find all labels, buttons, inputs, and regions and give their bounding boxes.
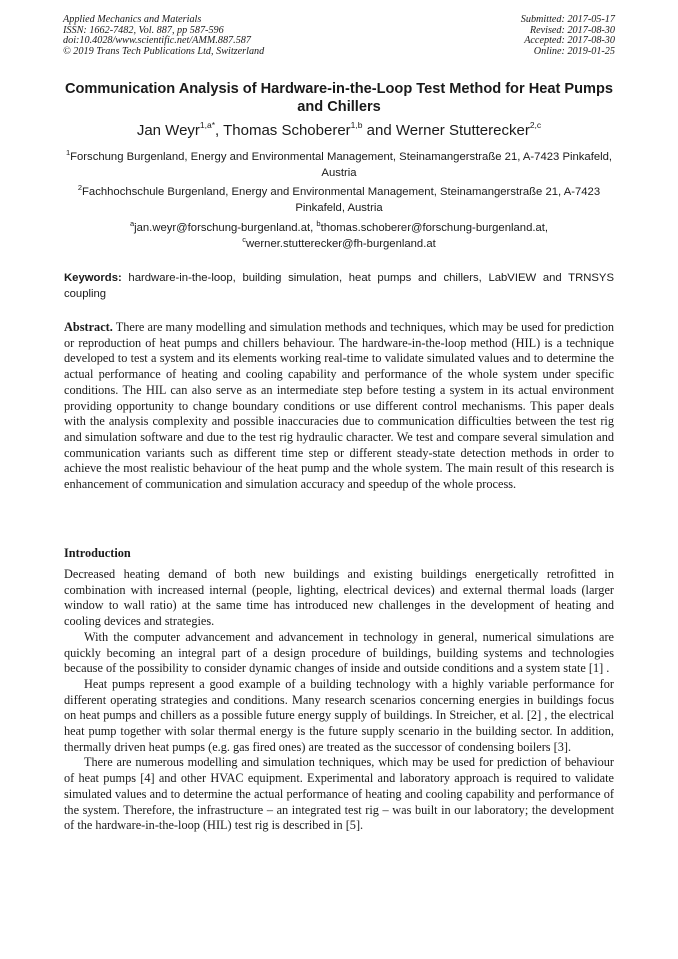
- accepted-date: Accepted: 2017-08-30: [524, 35, 615, 47]
- author-name: Werner Stutterecker: [395, 122, 530, 139]
- author-separator: ,: [215, 122, 224, 139]
- intro-paragraph-1: Decreased heating demand of both new buildings and existing buildings energetically retrofitted in combination with increased internal (people, lighting, electrical devices) and external thermal loads (larger window to wall ratio) at the same time has introduced new challenges in the development of heating and cooling devices and strategies.: [64, 567, 614, 629]
- submission-dates: [521, 15, 615, 57]
- journal-info: [63, 15, 264, 57]
- author-name: Jan Weyr: [136, 122, 200, 139]
- email-address[interactable]: jan.weyr@forschung-burgenland.at,: [134, 222, 317, 234]
- journal-name: Applied Mechanics and Materials: [63, 14, 202, 25]
- email-marker: c: [242, 235, 246, 244]
- author-list: [40, 121, 638, 141]
- affiliation-text: Fachhochschule Burgenland, Energy and Environmental Management, Steinamangerstraße 21, A-7423 Pinkafeld, Austria: [82, 186, 601, 214]
- email-address[interactable]: werner.stutterecker@fh-burgenland.at: [245, 238, 436, 250]
- author-name: Thomas Schoberer: [223, 122, 351, 139]
- online-date: Online: 2019-01-25: [533, 45, 615, 57]
- revised-date: Revised: 2017-08-30: [529, 24, 615, 36]
- submitted-date: Submitted: 2017-05-17: [520, 14, 615, 25]
- affiliation-marker: 2: [77, 183, 83, 192]
- author-emails: [60, 220, 618, 252]
- author-affiliation-marker: 1,b: [350, 120, 363, 130]
- copyright-line: © 2019 Trans Tech Publications Ltd, Switzerland: [63, 45, 265, 57]
- intro-paragraph-2: With the computer advancement and advancement in technology in general, numerical simulations are quickly becoming an integral part of a design procedure of buildings, building systems and technologies because of the possibility to consider dynamic changes of inside and outside conditions and a system state [1] .: [64, 629, 614, 676]
- email-marker: a: [129, 219, 135, 228]
- intro-paragraph-3: Heat pumps represent a good example of a building technology with a highly variable performance for different operating strategies and conditions. Many research scenarios concerning energies in buildings focus on heat pumps and chillers as a possible future energy supply of buildings. In Streicher, et al. [2] , the electrical heat pump together with solar thermal energy is the future supply scenario in the building sector. In addition, thermally driven heat pumps (e.g. gas fired ones) are treated as the successor of condensing boilers [3].: [64, 676, 614, 754]
- author-separator: and: [362, 122, 396, 139]
- affiliation-2: [60, 184, 618, 216]
- keywords-label: Keywords:: [64, 272, 122, 284]
- affiliation-text: Forschung Burgenland, Energy and Environmental Management, Steinamangerstraße 21, A-7423 Pinkafeld, Austria: [70, 151, 613, 179]
- email-marker: b: [316, 219, 321, 228]
- author-affiliation-marker: 1,a*: [199, 120, 216, 130]
- author-affiliation-marker: 2,c: [529, 120, 542, 130]
- keywords: [64, 270, 614, 302]
- abstract-text: There are many modelling and simulation methods and techniques, which may be used for prediction or reproduction of heat pumps and chillers behaviour. The hardware-in-the-loop method (HIL) is a technique developed to test a system and its elements working real-time to validate simulated values and to determine the actual performance of heating and cooling capability and performance of the whole system under specific conditions. The HIL can also serve as an intermediate step before testing a system in its actual environment providing opportunity to change boundary conditions or use different control mechanisms. This paper deals with the analysis complexity and possible inaccuracies due to communication difficulties between the test rig and simulation software and due to the test rig hydraulic character. We test and compare several simulation and communication variants such as different time step or different steady-state detection methods in order to achieve the most realistic behaviour of the heat pump and the whole system. The main result of this research is enhancement of communication and simulation accuracy and speedup of the whole process.: [64, 320, 614, 492]
- section-heading-introduction: Introduction: [64, 546, 131, 560]
- affiliation-marker: 1: [65, 148, 71, 157]
- keywords-text: hardware-in-the-loop, building simulation, heat pumps and chillers, LabVIEW and TRNSYS coupling: [64, 272, 614, 300]
- affiliation-1: [60, 149, 618, 181]
- journal-header: [63, 15, 615, 57]
- abstract: [64, 320, 614, 493]
- introduction-body: [64, 567, 614, 834]
- issn-line: ISSN: 1662-7482, Vol. 887, pp 587-596: [63, 24, 224, 36]
- doi-line: doi:10.4028/www.scientific.net/AMM.887.587: [63, 35, 251, 47]
- intro-paragraph-4: There are numerous modelling and simulation techniques, which may be used for prediction of behaviour of heat pumps [4] and other HVAC equipment. Experimental and laboratory approach is required to validate simulated values and to determine the actual performance of heating and cooling capability and performance of the system. Therefore, the infrastructure – an integrated test rig – was built in our laboratory; the development of the hardware-in-the-loop (HIL) test rig is described in [5].: [64, 755, 614, 833]
- abstract-label: Abstract.: [64, 320, 113, 334]
- email-address[interactable]: thomas.schoberer@forschung-burgenland.at,: [320, 222, 549, 234]
- paper-title: Communication Analysis of Hardware-in-the-Loop Test Method for Heat Pumps and Chillers: [64, 81, 614, 115]
